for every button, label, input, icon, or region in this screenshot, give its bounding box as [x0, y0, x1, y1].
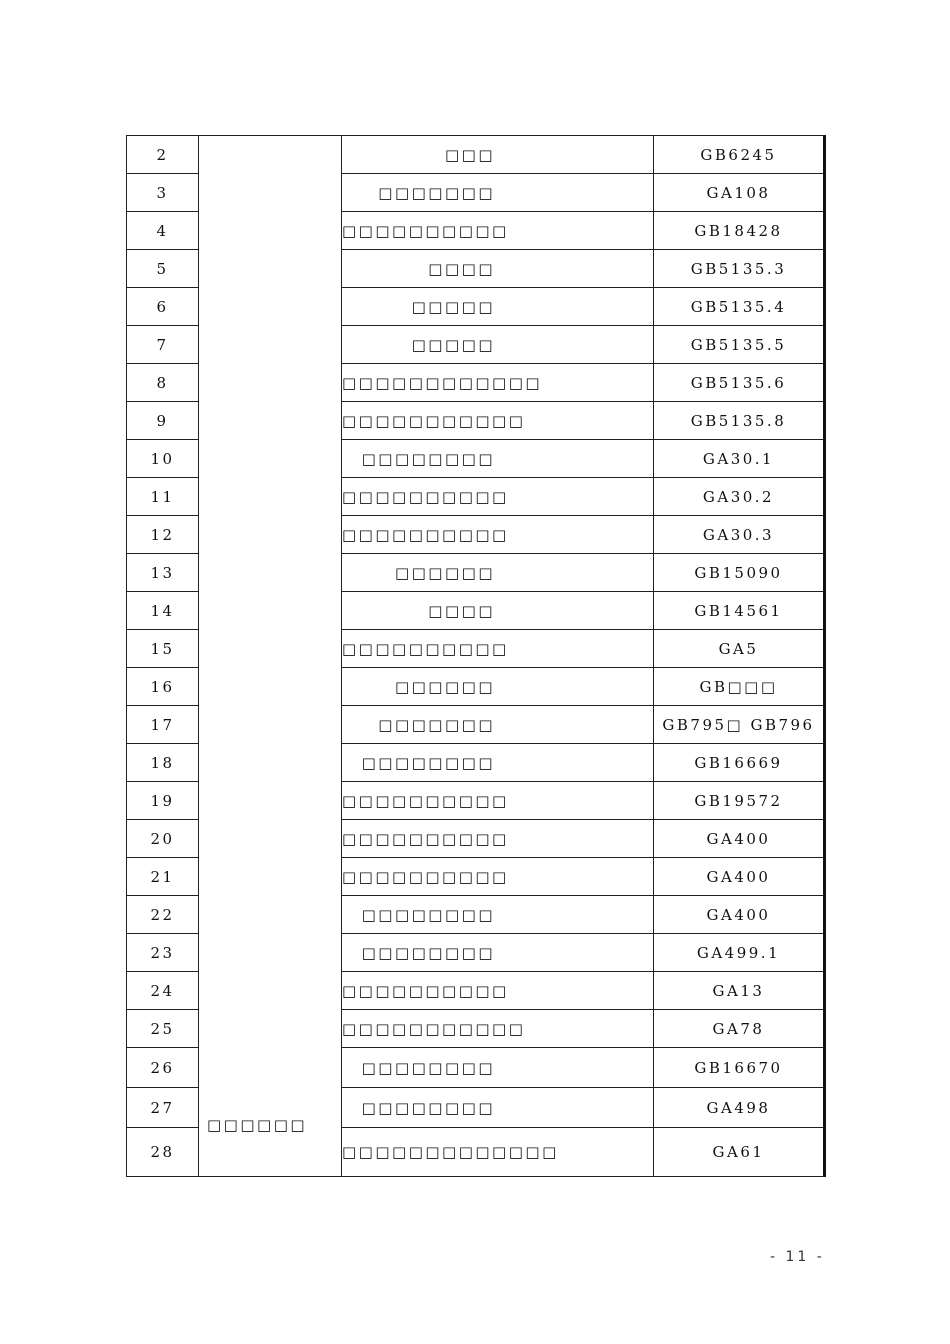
row-number: 5: [127, 250, 199, 288]
standard-code: GB6245: [654, 136, 825, 174]
row-number: 24: [127, 972, 199, 1010]
standard-name: □□□□□□□□□□: [342, 516, 654, 554]
standard-name: □□□□□□: [342, 668, 654, 706]
row-number: 4: [127, 212, 199, 250]
standard-code: GB5135.8: [654, 402, 825, 440]
standard-name: □□□□□: [342, 288, 654, 326]
standard-code: GB18428: [654, 212, 825, 250]
standard-name: □□□□□□□□□□□□□: [342, 1128, 654, 1177]
standard-name: □□□□□□: [342, 554, 654, 592]
row-number: 13: [127, 554, 199, 592]
standard-name: □□□□□□□□□□: [342, 630, 654, 668]
standard-code: GB16669: [654, 744, 825, 782]
standard-code: GB15090: [654, 554, 825, 592]
row-number: 17: [127, 706, 199, 744]
standard-name: □□□□: [342, 250, 654, 288]
row-number: 9: [127, 402, 199, 440]
standard-code: GA30.2: [654, 478, 825, 516]
row-number: 14: [127, 592, 199, 630]
standard-code: GA499.1: [654, 934, 825, 972]
standard-name: □□□□□□□□: [342, 1048, 654, 1088]
standard-code: GA61: [654, 1128, 825, 1177]
standard-code: GA78: [654, 1010, 825, 1048]
table-row: [127, 136, 825, 174]
standard-code: GB795□ GB796: [654, 706, 825, 744]
row-number: 21: [127, 858, 199, 896]
row-number: 3: [127, 174, 199, 212]
standard-name: □□□□□□□□□□: [342, 782, 654, 820]
standard-name: □□□□□□□□: [342, 896, 654, 934]
standard-code: GB5135.5: [654, 326, 825, 364]
standard-code: GA13: [654, 972, 825, 1010]
row-number: 23: [127, 934, 199, 972]
row-number: 7: [127, 326, 199, 364]
standard-code: GA5: [654, 630, 825, 668]
row-number: 20: [127, 820, 199, 858]
standard-name: □□□: [342, 136, 654, 174]
standard-code: GB5135.3: [654, 250, 825, 288]
standard-name: □□□□□□□□: [342, 1088, 654, 1128]
row-number: 10: [127, 440, 199, 478]
standard-code: GA30.3: [654, 516, 825, 554]
standard-code: GA400: [654, 820, 825, 858]
row-number: 27: [127, 1088, 199, 1128]
row-number: 11: [127, 478, 199, 516]
standard-code: GB16670: [654, 1048, 825, 1088]
page-number: - 11 -: [770, 1249, 825, 1265]
standard-name: □□□□□□□□: [342, 440, 654, 478]
row-number: 12: [127, 516, 199, 554]
row-number: 16: [127, 668, 199, 706]
standard-name: □□□□□□□□□□□□: [342, 364, 654, 402]
standards-table: [126, 135, 826, 1177]
standard-code: GB5135.4: [654, 288, 825, 326]
standard-name: □□□□□□□□□□: [342, 478, 654, 516]
standard-name: □□□□□□□□□□□: [342, 402, 654, 440]
row-number: 19: [127, 782, 199, 820]
row-number: 26: [127, 1048, 199, 1088]
standard-code: GB5135.6: [654, 364, 825, 402]
standard-name: □□□□□□□□: [342, 934, 654, 972]
standard-code: GA108: [654, 174, 825, 212]
standard-name: □□□□□□□□□□: [342, 820, 654, 858]
standard-name: □□□□□□□: [342, 174, 654, 212]
standard-code: GB□□□: [654, 668, 825, 706]
standard-name: □□□□□: [342, 326, 654, 364]
standard-code: GA30.1: [654, 440, 825, 478]
row-number: 18: [127, 744, 199, 782]
standards-table-body: [127, 136, 825, 1177]
row-number: 15: [127, 630, 199, 668]
standard-code: GA400: [654, 896, 825, 934]
standard-code: GB19572: [654, 782, 825, 820]
standard-code: GA400: [654, 858, 825, 896]
row-number: 2: [127, 136, 199, 174]
standard-name: □□□□□□□□□□: [342, 212, 654, 250]
standard-name: □□□□: [342, 592, 654, 630]
row-number: 22: [127, 896, 199, 934]
standard-name: □□□□□□□□□□: [342, 972, 654, 1010]
standard-code: GB14561: [654, 592, 825, 630]
standard-name: □□□□□□□□□□: [342, 858, 654, 896]
row-number: 28: [127, 1128, 199, 1177]
standard-name: □□□□□□□: [342, 706, 654, 744]
category-cell: □□□□□□: [199, 136, 342, 1177]
row-number: 25: [127, 1010, 199, 1048]
row-number: 6: [127, 288, 199, 326]
standard-code: GA498: [654, 1088, 825, 1128]
row-number: 8: [127, 364, 199, 402]
standard-name: □□□□□□□□□□□: [342, 1010, 654, 1048]
standard-name: □□□□□□□□: [342, 744, 654, 782]
